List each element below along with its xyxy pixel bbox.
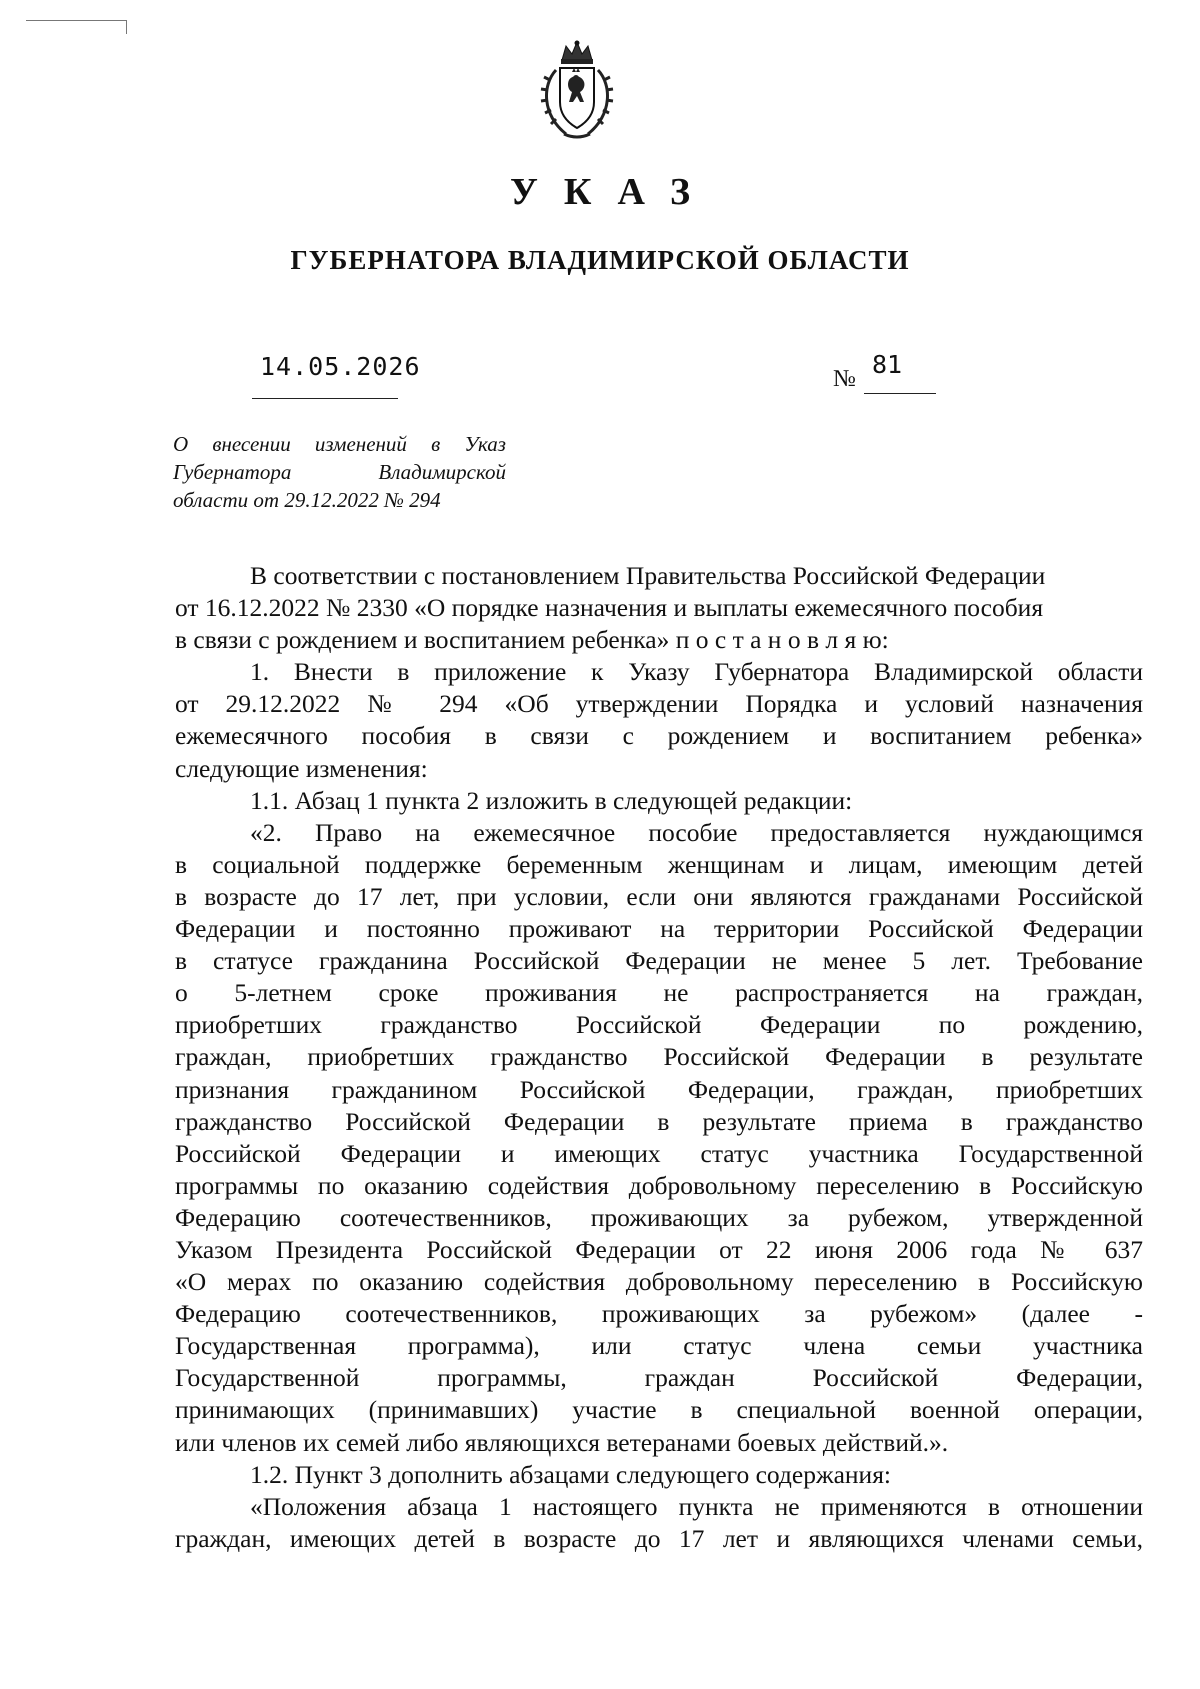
subject-line: области от 29.12.2022 № 294 xyxy=(173,488,441,512)
body-line: 1. Внести в приложение к Указу Губернатора Владимирской области xyxy=(250,657,1143,687)
subject-line: О внесении изменений в Указ xyxy=(173,432,506,456)
body-line-with-resolution xyxy=(175,624,1143,656)
body-line: Федерацию соотечественников, проживающих за рубежом» (далее - xyxy=(175,1299,1143,1329)
body-text: в связи с рождением и воспитанием ребенка» xyxy=(175,625,670,655)
body-line: о 5-летнем сроке проживания не распространяется на граждан, xyxy=(175,978,1143,1008)
body-line: «О мерах по оказанию содействия добровольному переселению в Российскую xyxy=(175,1267,1143,1297)
document-issuer: ГУБЕРНАТОРА ВЛАДИМИРСКОЙ ОБЛАСТИ xyxy=(290,245,910,275)
body-line: Указом Президента Российской Федерации от 22 июня 2006 года № 637 xyxy=(175,1234,1143,1264)
document-date: 14.05.2026 xyxy=(260,352,421,381)
body-line: 1.2. Пункт 3 дополнить абзацами следующего содержания: xyxy=(250,1459,892,1489)
body-line: Государственной программы, граждан Российской Федерации, xyxy=(175,1363,1143,1393)
body-line: или членов их семей либо являющихся ветеранами боевых действий.». xyxy=(175,1427,949,1457)
body-line: в статусе гражданина Российской Федерации не менее 5 лет. Требование xyxy=(175,946,1143,976)
number-sign: № xyxy=(833,366,856,392)
document-subject xyxy=(173,430,506,514)
body-line: в социальной поддержке беременным женщинам и лицам, имеющим детей xyxy=(175,849,1143,879)
document-title: УКАЗ xyxy=(510,171,716,213)
body-line: «Положения абзаца 1 настоящего пункта не применяются в отношении xyxy=(250,1491,1143,1521)
document-body xyxy=(175,560,1143,1555)
body-line: граждан, приобретших гражданство Российской Федерации в результате xyxy=(175,1042,1143,1072)
body-line: программы по оказанию содействия добровольному переселению в Российскую xyxy=(175,1170,1143,1200)
scan-mark xyxy=(26,20,126,21)
body-line: в возрасте до 17 лет, при условии, если они являются гражданами Российской xyxy=(175,881,1143,911)
body-line: принимающих (принимавших) участие в специальной военной операции, xyxy=(175,1395,1143,1425)
body-line: Российской Федерации и имеющих статус участника Государственной xyxy=(175,1138,1143,1168)
body-line: 1.1. Абзац 1 пункта 2 изложить в следующей редакции: xyxy=(250,785,853,815)
body-line: ежемесячного пособия в связи с рождением и воспитанием ребенка» xyxy=(175,721,1143,751)
body-line: Государственная программа), или статус члена семьи участника xyxy=(175,1331,1143,1361)
subject-line: Губернатора Владимирской xyxy=(173,460,506,484)
body-line: гражданство Российской Федерации в результате приема в гражданство xyxy=(175,1106,1143,1136)
document-number: 81 xyxy=(872,350,903,379)
number-underline xyxy=(864,393,936,394)
body-line: В соответствии с постановлением Правительства Российской Федерации xyxy=(250,561,1046,590)
resolution-word: п о с т а н о в л я ю: xyxy=(675,625,889,655)
body-line: признания гражданином Российской Федерации, граждан, приобретших xyxy=(175,1074,1143,1104)
body-line: от 16.12.2022 № 2330 «О порядке назначения и выплаты ежемесячного пособия xyxy=(175,593,1044,623)
coat-of-arms-icon xyxy=(536,40,618,142)
body-line: следующие изменения: xyxy=(175,753,428,783)
body-line: Федерацию соотечественников, проживающих за рубежом, утвержденной xyxy=(175,1202,1143,1232)
body-line: граждан, имеющих детей в возрасте до 17 лет и являющихся членами семьи, xyxy=(175,1523,1143,1553)
scan-mark xyxy=(126,20,127,34)
body-line: «2. Право на ежемесячное пособие предоставляется нуждающимся xyxy=(250,817,1143,847)
date-underline xyxy=(252,398,398,399)
body-line: Федерации и постоянно проживают на территории Российской Федерации xyxy=(175,914,1143,944)
body-line: от 29.12.2022 № 294 «Об утверждении Порядка и условий назначения xyxy=(175,689,1143,719)
body-line: приобретших гражданство Российской Федерации по рождению, xyxy=(175,1010,1143,1040)
